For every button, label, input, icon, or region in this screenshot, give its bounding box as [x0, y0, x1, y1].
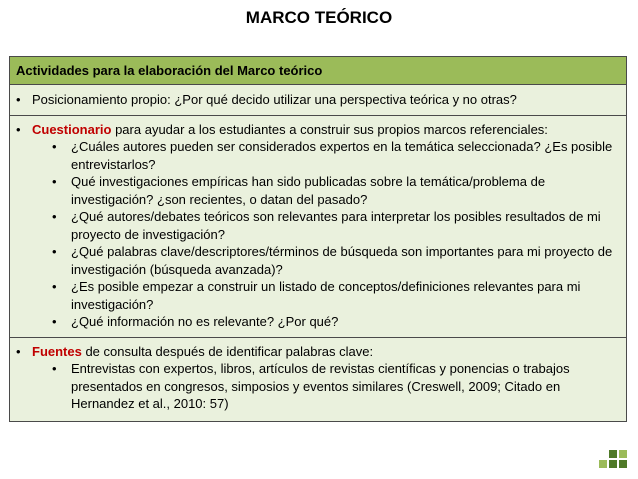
keyword-cuestionario: Cuestionario	[32, 121, 112, 137]
activities-table	[9, 56, 627, 422]
bullet: •	[52, 139, 57, 154]
mosaic-logo-icon	[599, 450, 627, 470]
bullet: •	[52, 361, 57, 376]
sub-list-item: • ¿Qué palabras clave/descriptores/términos de búsqueda son importantes para mi proyecto de investigación (búsqueda avanzada)?	[52, 244, 613, 277]
table-row-cuestionario	[10, 115, 626, 337]
item-text: Fuentes de consulta después de identificar palabras clave:	[32, 343, 374, 359]
table-header: Actividades para la elaboración del Marco teórico	[10, 57, 626, 84]
bullet: •	[52, 174, 57, 189]
bullet: •	[52, 244, 57, 259]
bullet: •	[16, 121, 21, 137]
bullet: •	[52, 209, 57, 224]
sub-list-item: • Entrevistas con expertos, libros, artículos de revistas científicas y ponencias o trabajos presentados en congresos, simposios y eventos similares (Creswell, 2009; Citado en Hernandez et al., 2010: 57)	[52, 361, 570, 411]
sub-list-item: • ¿Cuáles autores pueden ser considerados expertos en la temática seleccionada? ¿Es posible entrevistarlos?	[52, 139, 613, 172]
list-item	[16, 121, 620, 139]
slide-title: MARCO TEÓRICO	[245, 8, 393, 27]
sub-list-item: • ¿Qué información no es relevante? ¿Por qué?	[52, 314, 339, 329]
item-text: Posicionamiento propio: ¿Por qué decido utilizar una perspectiva teórica y no otras?	[32, 92, 517, 107]
sub-list-item: • Qué investigaciones empíricas han sido publicadas sobre la temática/problema de investigación? ¿son recientes, o datan del pasado?	[52, 174, 546, 207]
item-text: Cuestionario para ayudar a los estudiantes a construir sus propios marcos referenciales:	[32, 121, 548, 137]
bullet: •	[16, 343, 21, 359]
sub-list-item: • ¿Es posible empezar a construir un listado de conceptos/definiciones relevantes para mi investigación?	[52, 279, 581, 312]
bullet: •	[52, 314, 57, 329]
bullet: •	[52, 279, 57, 294]
bullet: •	[16, 92, 21, 107]
table-row-fuentes	[10, 337, 626, 421]
sub-list-item: • ¿Qué autores/debates teóricos son relevantes para interpretar los posibles resultados de mi proyecto de investigación?	[52, 209, 601, 242]
table-row-posicionamiento	[10, 84, 626, 115]
keyword-fuentes: Fuentes	[32, 343, 82, 359]
list-item	[16, 343, 620, 361]
list-item	[16, 91, 620, 109]
